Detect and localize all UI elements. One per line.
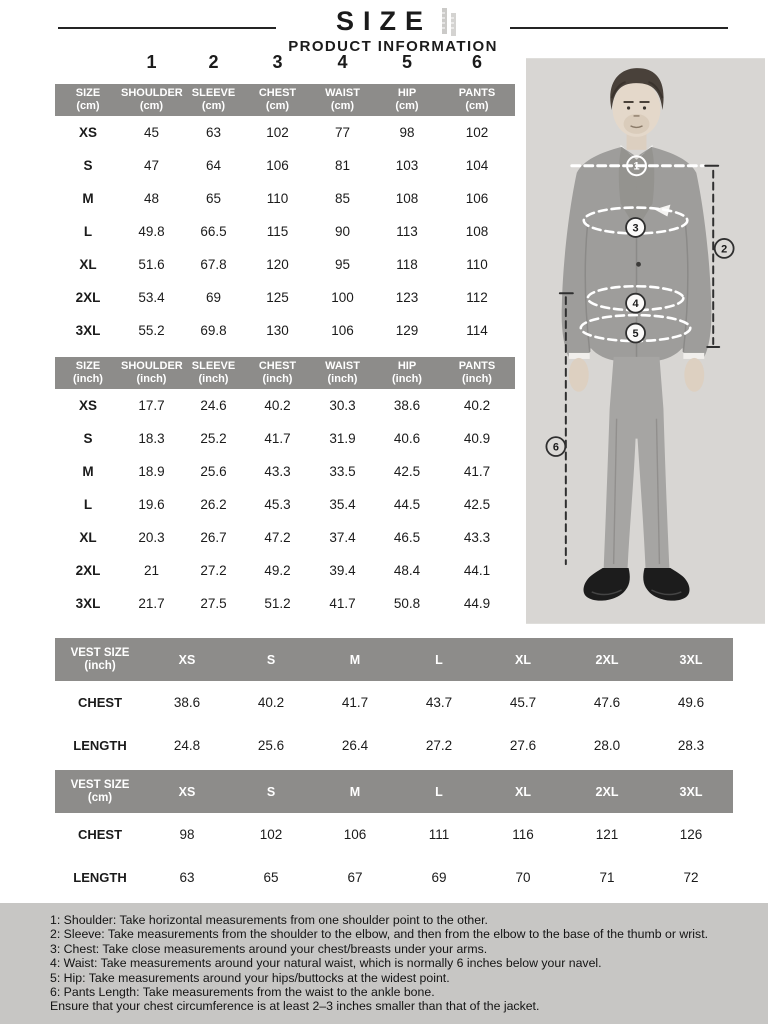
- column-header-label: PANTS: [458, 360, 496, 372]
- column-header-unit: (inch): [198, 373, 229, 385]
- column-header-label: CHEST: [258, 87, 297, 99]
- table-row: [55, 587, 515, 620]
- column-header: [121, 87, 182, 113]
- vest-size-header: 3XL: [679, 652, 703, 667]
- measurement-cell: 77: [334, 125, 351, 140]
- measurement-cell: 46.5: [393, 530, 421, 545]
- table-row: [55, 149, 515, 182]
- measurement-cell: 69: [205, 290, 222, 305]
- measurement-cell: 26.4: [341, 738, 369, 753]
- measurement-cell: 31.9: [329, 431, 356, 446]
- note-line: 2: Sleeve: Take measurements from the shoulder to the elbow, and then from the elbow to the base of the thumb or wrist.: [50, 927, 709, 942]
- measurement-cell: 39.4: [329, 563, 356, 578]
- measurement-cell: 41.7: [329, 596, 356, 611]
- table-row: [55, 813, 733, 856]
- marker-5: [626, 324, 645, 343]
- measurement-cell: 45: [143, 125, 160, 140]
- measurement-cell: 43.3: [463, 530, 491, 545]
- column-header-unit: (inch): [462, 373, 492, 385]
- measurement-cell: 108: [395, 191, 419, 206]
- measurement-cell: 106: [266, 158, 289, 173]
- svg-text:5: 5: [632, 328, 639, 341]
- measurement-cell: 106: [343, 827, 367, 842]
- column-header: [375, 360, 439, 386]
- measurement-cell: 24.6: [200, 398, 227, 413]
- column-header: [439, 360, 515, 386]
- note-line: 3: Chest: Take close measurements around your chest/breasts under your arms.: [50, 941, 488, 956]
- column-header: [55, 360, 121, 386]
- measurement-cell: 48.4: [393, 563, 421, 578]
- measurement-cell: 98: [399, 125, 415, 140]
- note-line: 6: Pants Length: Take measurements from the waist to the ankle bone.: [50, 985, 435, 1000]
- column-number: 6: [471, 52, 482, 72]
- vest-size-header: M: [349, 784, 361, 799]
- column-number-spacer: [55, 52, 121, 73]
- measurement-cell: 53.4: [138, 290, 165, 305]
- column-header: [310, 360, 375, 386]
- measurement-cell: 44.5: [393, 497, 421, 512]
- measurement-cell: 49.2: [264, 563, 291, 578]
- column-header-label: SLEEVE: [191, 360, 236, 372]
- measurement-cell: 116: [512, 827, 534, 842]
- size-label: XL: [79, 257, 97, 272]
- page-subtitle: PRODUCT INFORMATION: [288, 38, 498, 55]
- column-header-label: WAIST: [325, 360, 360, 372]
- measurement-cell: 115: [266, 224, 289, 239]
- measurement-cell: 110: [266, 191, 289, 206]
- measurement-cell: 98: [179, 827, 195, 842]
- column-number: 5: [401, 52, 412, 72]
- measurement-cell: 121: [595, 827, 619, 842]
- table-row: [55, 521, 515, 554]
- column-header-label: SHOULDER: [121, 360, 183, 372]
- vest-table-header: [55, 638, 733, 681]
- measurement-cell: 27.2: [425, 738, 453, 753]
- note-line: 4: Waist: Take measurements around your natural waist, which is normally 6 inches below your navel.: [50, 956, 602, 971]
- column-header-unit: (cm): [76, 100, 100, 112]
- column-number: 3: [272, 52, 283, 72]
- column-header: [439, 87, 515, 113]
- measurement-cell: 40.2: [264, 398, 291, 413]
- measurement-cell: 100: [331, 290, 354, 305]
- measurement-cell: 41.7: [463, 464, 491, 479]
- measurement-cell: 28.0: [593, 738, 621, 753]
- measurement-cell: 19.6: [138, 497, 165, 512]
- measurement-cell: 72: [683, 870, 699, 885]
- table-row: [55, 856, 733, 899]
- column-number: 4: [337, 52, 348, 72]
- measurement-cell: 47.6: [593, 695, 621, 710]
- table-row: [55, 389, 515, 422]
- column-header-label: SIZE: [75, 87, 101, 99]
- size-table-vest-inch: [55, 638, 733, 767]
- measurement-cell: 18.3: [138, 431, 165, 446]
- vest-table-header: [55, 770, 733, 813]
- measurement-cell: 126: [679, 827, 703, 842]
- vest-size-header: XS: [178, 784, 196, 799]
- vest-size-header: 3XL: [679, 784, 703, 799]
- table-row: [55, 314, 515, 347]
- measurement-cell: 21: [143, 563, 160, 578]
- measurement-cell: 18.9: [138, 464, 165, 479]
- vest-size-header: 2XL: [595, 652, 619, 667]
- size-label: S: [83, 158, 93, 173]
- size-label: S: [83, 431, 93, 446]
- column-header: [310, 87, 375, 113]
- suit-size-tables: [55, 84, 515, 620]
- measurement-cell: 38.6: [393, 398, 421, 413]
- measurement-cell: 47.2: [264, 530, 291, 545]
- measurement-cell: 90: [334, 224, 351, 239]
- measurement-cell: 71: [599, 870, 615, 885]
- measurement-cell: 102: [266, 125, 289, 140]
- column-header-unit: (cm): [465, 100, 489, 112]
- page-title: SIZE: [336, 6, 433, 36]
- size-label: M: [82, 464, 94, 479]
- measurement-cell: 43.3: [264, 464, 291, 479]
- measurement-cell: 26.2: [200, 497, 227, 512]
- table-row: [55, 681, 733, 724]
- measurement-cell: 63: [179, 870, 195, 885]
- marker-3: [626, 218, 645, 237]
- column-header-label: SHOULDER: [121, 87, 183, 99]
- table-row: [55, 488, 515, 521]
- measurement-cell: 37.4: [329, 530, 356, 545]
- column-header: [55, 87, 121, 113]
- size-label: 2XL: [75, 563, 101, 578]
- measurement-cell: 42.5: [463, 497, 491, 512]
- vest-size-header: XS: [178, 652, 196, 667]
- measurement-cell: 35.4: [329, 497, 356, 512]
- svg-text:1: 1: [633, 160, 640, 173]
- measurement-cell: 123: [395, 290, 419, 305]
- measurement-cell: 120: [266, 257, 289, 272]
- size-label: XS: [78, 398, 97, 413]
- measurement-cell: 118: [396, 257, 418, 272]
- measuring-notes: [0, 903, 768, 1024]
- measurement-cell: 44.1: [463, 563, 491, 578]
- marker-2: [715, 239, 734, 258]
- column-header-unit: (inch): [136, 373, 167, 385]
- measurement-cell: 63: [205, 125, 222, 140]
- size-label: L: [83, 224, 93, 239]
- measurement-cell: 129: [395, 323, 419, 338]
- measurement-cell: 25.6: [200, 464, 227, 479]
- measurement-cell: 30.3: [329, 398, 356, 413]
- column-header: [121, 360, 182, 386]
- size-label: M: [82, 191, 94, 206]
- size-label: XS: [78, 125, 97, 140]
- measurement-cell: 24.8: [173, 738, 201, 753]
- vest-size-header: 2XL: [595, 784, 619, 799]
- svg-text:3: 3: [632, 222, 639, 235]
- measurement-cell: 65: [205, 191, 222, 206]
- table-row: [55, 182, 515, 215]
- marker-4: [626, 294, 645, 313]
- note-line: Ensure that your chest circumference is at least 2–3 inches smaller than that of the jacket.: [50, 999, 540, 1014]
- measurement-cell: 104: [465, 158, 489, 173]
- page-header: [0, 6, 768, 55]
- size-label: XL: [79, 530, 97, 545]
- measurement-cell: 70: [515, 870, 531, 885]
- vest-size-header: M: [349, 652, 361, 667]
- measurement-cell: 81: [334, 158, 351, 173]
- measurement-cell: 106: [331, 323, 354, 338]
- row-label: LENGTH: [73, 738, 127, 753]
- header-rule-left: [58, 27, 276, 29]
- size-table-inch: [55, 357, 515, 620]
- vest-table-title: VEST SIZE (cm): [70, 778, 130, 804]
- column-header: [245, 87, 310, 113]
- measurement-cell: 111: [428, 827, 450, 842]
- column-numbers: [55, 52, 515, 73]
- measurement-cell: 85: [334, 191, 351, 206]
- vest-size-header: XL: [515, 784, 531, 799]
- measurement-cell: 51.2: [264, 596, 291, 611]
- svg-text:6: 6: [552, 441, 559, 454]
- measurement-cell: 40.2: [257, 695, 285, 710]
- measurement-cell: 41.7: [264, 431, 291, 446]
- measurement-cell: 43.7: [425, 695, 453, 710]
- note-line: 5: Hip: Take measurements around your hips/buttocks at the widest point.: [50, 970, 450, 985]
- measurement-cell: 55.2: [138, 323, 165, 338]
- size-label: 2XL: [75, 290, 101, 305]
- size-label: 3XL: [75, 323, 101, 338]
- title-block: [276, 6, 510, 55]
- row-label: LENGTH: [73, 870, 127, 885]
- column-header: [182, 87, 245, 113]
- measurement-cell: 125: [266, 290, 289, 305]
- vest-size-header: XL: [515, 652, 531, 667]
- column-header-unit: (cm): [265, 100, 290, 112]
- measurement-cell: 17.7: [138, 398, 165, 413]
- table-row: [55, 554, 515, 587]
- measurement-cell: 102: [259, 827, 283, 842]
- table-row: [55, 724, 733, 767]
- table-row: [55, 281, 515, 314]
- measurement-cell: 27.2: [200, 563, 227, 578]
- vest-table-title: VEST SIZE (inch): [70, 646, 130, 672]
- measurement-cell: 106: [465, 191, 489, 206]
- column-header-label: WAIST: [325, 87, 360, 99]
- note-line: 1: Shoulder: Take horizontal measurements from one shoulder point to the other.: [50, 913, 488, 927]
- measurement-cell: 48: [143, 191, 160, 206]
- column-header: [182, 360, 245, 386]
- column-header-label: PANTS: [458, 87, 496, 99]
- column-header-label: HIP: [397, 360, 417, 372]
- measurement-cell: 21.7: [138, 596, 165, 611]
- measurement-cell: 110: [466, 257, 488, 272]
- measurement-cell: 28.3: [677, 738, 705, 753]
- measurement-cell: 64: [205, 158, 222, 173]
- vest-size-header: S: [266, 652, 276, 667]
- vest-size-tables: [55, 638, 733, 899]
- vest-size-header: L: [435, 652, 443, 667]
- column-header-unit: (cm): [395, 100, 419, 112]
- column-header-unit: (inch): [262, 373, 293, 385]
- measurement-cell: 49.8: [138, 224, 165, 239]
- table-row: [55, 116, 515, 149]
- measurement-cell: 103: [395, 158, 419, 173]
- svg-text:2: 2: [721, 243, 728, 256]
- measurement-cell: 33.5: [329, 464, 356, 479]
- measurement-cell: 95: [334, 257, 351, 272]
- measurement-cell: 113: [396, 224, 418, 239]
- table-row: [55, 248, 515, 281]
- column-header: [375, 87, 439, 113]
- size-label: L: [83, 497, 93, 512]
- column-header: [245, 360, 310, 386]
- measurement-cell: 45.7: [509, 695, 537, 710]
- measurement-cell: 45.3: [264, 497, 291, 512]
- measurement-cell: 67: [347, 870, 363, 885]
- column-header-label: HIP: [397, 87, 417, 99]
- column-header-unit: (cm): [139, 100, 164, 112]
- size-guide-illustration: [526, 57, 765, 625]
- measurement-cell: 42.5: [393, 464, 421, 479]
- size-table-vest-cm: [55, 770, 733, 899]
- measurement-cell: 50.8: [393, 596, 421, 611]
- measurement-cell: 40.2: [463, 398, 491, 413]
- marker-6: [546, 437, 565, 456]
- measurement-cell: 40.6: [393, 431, 421, 446]
- column-number: 2: [208, 52, 219, 72]
- column-header-unit: (inch): [327, 373, 358, 385]
- column-header-unit: (cm): [201, 100, 226, 112]
- measurement-cell: 51.6: [138, 257, 165, 272]
- column-header-unit: (cm): [330, 100, 355, 112]
- column-header-unit: (inch): [392, 373, 422, 385]
- table-row: [55, 455, 515, 488]
- measurement-cell: 40.9: [463, 431, 491, 446]
- measurement-cell: 130: [266, 323, 289, 338]
- size-table-header: [55, 357, 515, 389]
- measurement-cell: 65: [263, 870, 279, 885]
- measurement-cell: 20.3: [138, 530, 165, 545]
- header-rule-right: [510, 27, 728, 29]
- column-header-label: SLEEVE: [191, 87, 236, 99]
- measurement-cell: 41.7: [341, 695, 369, 710]
- measurement-cell: 47: [143, 158, 160, 173]
- vest-size-header: S: [266, 784, 276, 799]
- measurement-cell: 44.9: [463, 596, 491, 611]
- size-table-header: [55, 84, 515, 116]
- measurement-cell: 66.5: [200, 224, 227, 239]
- row-label: CHEST: [77, 827, 123, 842]
- measurement-cell: 49.6: [677, 695, 705, 710]
- measurement-cell: 108: [465, 224, 489, 239]
- measurement-cell: 114: [466, 323, 488, 338]
- measurement-cell: 112: [466, 290, 488, 305]
- column-header-label: SIZE: [75, 360, 101, 372]
- measurement-cell: 69.8: [200, 323, 227, 338]
- table-row: [55, 422, 515, 455]
- measurement-cell: 27.5: [200, 596, 227, 611]
- ruler-icon: [439, 7, 459, 37]
- vest-size-header: L: [435, 784, 443, 799]
- row-label: CHEST: [77, 695, 123, 710]
- measurement-cell: 102: [465, 125, 489, 140]
- measurement-cell: 27.6: [509, 738, 537, 753]
- column-number: 1: [146, 52, 157, 72]
- measurement-cell: 67.8: [200, 257, 227, 272]
- column-header-unit: (inch): [73, 373, 103, 385]
- size-table-cm: [55, 84, 515, 347]
- column-header-label: CHEST: [258, 360, 297, 372]
- table-row: [55, 215, 515, 248]
- measurement-cell: 69: [431, 870, 447, 885]
- measurement-cell: 25.2: [200, 431, 227, 446]
- size-label: 3XL: [75, 596, 101, 611]
- measurement-cell: 38.6: [173, 695, 201, 710]
- measurement-cell: 25.6: [257, 738, 285, 753]
- measurement-cell: 26.7: [200, 530, 227, 545]
- svg-text:4: 4: [632, 298, 639, 311]
